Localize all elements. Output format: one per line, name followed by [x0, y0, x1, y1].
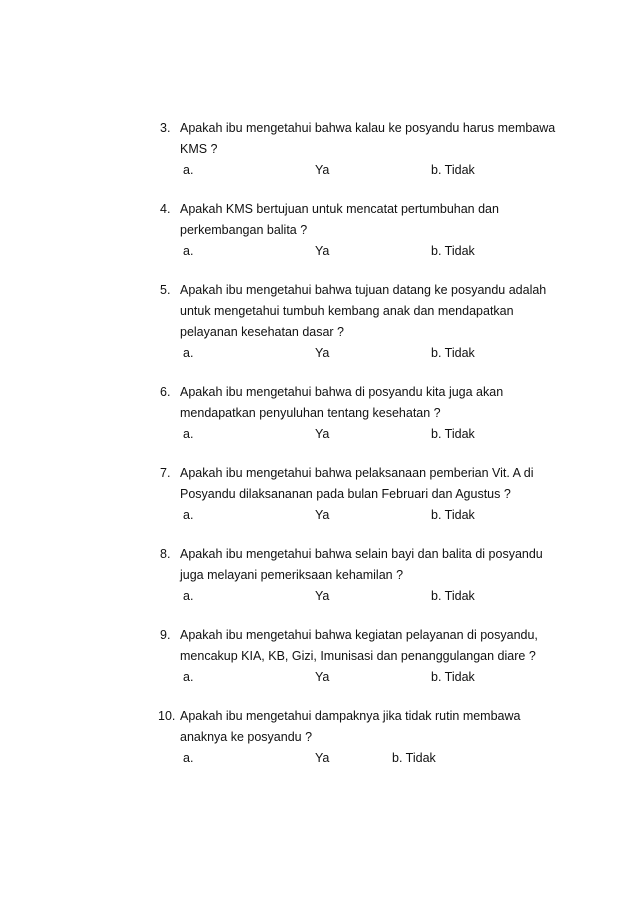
option-a-label: a. — [183, 670, 194, 684]
question-text: pelayanan kesehatan dasar ? — [180, 325, 345, 339]
question-text: mendapatkan penyuluhan tentang kesehatan ? — [180, 406, 441, 420]
question-line — [160, 463, 580, 484]
answer-options — [160, 505, 580, 526]
question-line — [160, 199, 580, 220]
question-text: Apakah ibu mengetahui bahwa di posyandu kita juga akan — [180, 385, 504, 399]
answer-options — [160, 241, 580, 262]
question-text: mencakup KIA, KB, Gizi, Imunisasi dan penanggulangan diare ? — [180, 649, 536, 663]
option-ya-label: Ya — [315, 670, 330, 684]
question-line — [160, 322, 580, 343]
question-number: 7. — [160, 466, 171, 480]
answer-options — [160, 160, 580, 181]
question-line — [160, 139, 580, 160]
option-a-label: a. — [183, 751, 194, 765]
question-line — [160, 382, 580, 403]
question-line — [160, 484, 580, 505]
question-text: Posyandu dilaksananan pada bulan Februari dan Agustus ? — [180, 487, 511, 501]
question-text: KMS ? — [180, 142, 218, 156]
answer-options — [160, 424, 580, 445]
question-6 — [160, 382, 580, 445]
question-9 — [160, 625, 580, 688]
question-4 — [160, 199, 580, 262]
question-line — [160, 625, 580, 646]
answer-options — [160, 667, 580, 688]
question-text: Apakah KMS bertujuan untuk mencatat pertumbuhan dan — [180, 202, 499, 216]
option-b-label: b. Tidak — [431, 346, 475, 360]
question-text: Apakah ibu mengetahui bahwa selain bayi dan balita di posyandu — [180, 547, 543, 561]
option-ya-label: Ya — [315, 427, 330, 441]
option-b-label: b. Tidak — [431, 427, 475, 441]
question-number: 4. — [160, 202, 171, 216]
answer-options — [160, 586, 580, 607]
option-ya-label: Ya — [315, 163, 330, 177]
question-line — [160, 727, 580, 748]
question-text: Apakah ibu mengetahui bahwa kegiatan pelayanan di posyandu, — [180, 628, 538, 642]
option-a-label: a. — [183, 589, 194, 603]
question-line — [160, 544, 580, 565]
option-a-label: a. — [183, 163, 194, 177]
question-7 — [160, 463, 580, 526]
question-8 — [160, 544, 580, 607]
option-ya-label: Ya — [315, 244, 330, 258]
option-b-label: b. Tidak — [392, 751, 436, 765]
question-line — [160, 706, 580, 727]
question-text: untuk mengetahui tumbuh kembang anak dan mendapatkan — [180, 304, 514, 318]
answer-options — [160, 748, 580, 769]
option-a-label: a. — [183, 427, 194, 441]
question-number: 5. — [160, 283, 171, 297]
option-b-label: b. Tidak — [431, 589, 475, 603]
question-line — [160, 403, 580, 424]
question-number: 3. — [160, 121, 171, 135]
question-text: Apakah ibu mengetahui bahwa pelaksanaan pemberian Vit. A di — [180, 466, 534, 480]
question-line — [160, 280, 580, 301]
option-b-label: b. Tidak — [431, 244, 475, 258]
question-5 — [160, 280, 580, 364]
question-line — [160, 220, 580, 241]
question-text: Apakah ibu mengetahui bahwa kalau ke posyandu harus membawa — [180, 121, 556, 135]
option-ya-label: Ya — [315, 508, 330, 522]
question-text: Apakah ibu mengetahui dampaknya jika tidak rutin membawa — [180, 709, 521, 723]
question-text: Apakah ibu mengetahui bahwa tujuan datang ke posyandu adalah — [180, 283, 547, 297]
question-text: anaknya ke posyandu ? — [180, 730, 313, 744]
question-number: 9. — [160, 628, 171, 642]
option-b-label: b. Tidak — [431, 670, 475, 684]
option-ya-label: Ya — [315, 589, 330, 603]
option-ya-label: Ya — [315, 346, 330, 360]
question-line — [160, 646, 580, 667]
answer-options — [160, 343, 580, 364]
question-line — [160, 565, 580, 586]
question-line — [160, 118, 580, 139]
option-a-label: a. — [183, 244, 194, 258]
question-text: juga melayani pemeriksaan kehamilan ? — [180, 568, 404, 582]
question-number: 10. — [158, 709, 176, 723]
question-line — [160, 301, 580, 322]
option-a-label: a. — [183, 508, 194, 522]
option-ya-label: Ya — [315, 751, 330, 765]
question-number: 6. — [160, 385, 171, 399]
question-number: 8. — [160, 547, 171, 561]
question-10 — [160, 706, 580, 769]
question-text: perkembangan balita ? — [180, 223, 308, 237]
option-b-label: b. Tidak — [431, 508, 475, 522]
option-b-label: b. Tidak — [431, 163, 475, 177]
question-3 — [160, 118, 580, 181]
option-a-label: a. — [183, 346, 194, 360]
